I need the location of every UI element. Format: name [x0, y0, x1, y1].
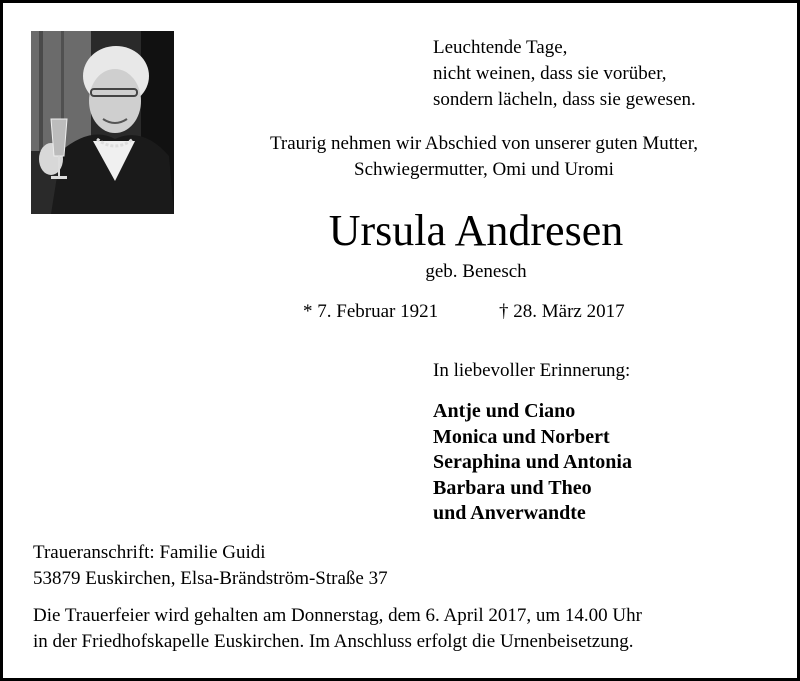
- mourner-name: Antje und Ciano: [433, 400, 576, 422]
- service-line: in der Friedhofskapelle Euskirchen. Im Anschluss erfolgt die Urnenbeisetzung.: [33, 631, 634, 652]
- mourning-address: [33, 540, 388, 592]
- birth-date: * 7. Februar 1921: [303, 301, 439, 322]
- poem-line: Leuchtende Tage,: [433, 37, 568, 58]
- deceased-name: Ursula Andresen: [328, 206, 624, 255]
- address-line: 53879 Euskirchen, Elsa-Brändström-Straße 37: [33, 568, 388, 589]
- intro-line: Traurig nehmen wir Abschied von unserer guten Mutter,: [269, 133, 699, 154]
- address-line: Traueranschrift: Familie Guidi: [33, 542, 266, 563]
- poem-line: sondern lächeln, dass sie gewesen.: [433, 89, 696, 110]
- farewell-intro: [179, 131, 789, 183]
- maiden-name: geb. Benesch: [425, 261, 527, 282]
- funeral-service-info: [33, 603, 642, 655]
- memory-heading: In liebevoller Erinnerung:: [433, 360, 631, 381]
- poem-line: nicht weinen, dass sie vorüber,: [433, 63, 667, 84]
- portrait-photo: [31, 31, 174, 214]
- mourner-name: Seraphina und Antonia: [433, 451, 632, 473]
- death-date: † 28. März 2017: [499, 301, 625, 322]
- service-line: Die Trauerfeier wird gehalten am Donnerstag, dem 6. April 2017, um 14.00 Uhr: [33, 605, 642, 626]
- intro-line: Schwiegermutter, Omi und Uromi: [354, 159, 614, 180]
- poem: [433, 35, 696, 113]
- mourner-name: Monica und Norbert: [433, 425, 610, 448]
- mourners-list: [433, 399, 632, 527]
- mourner-name: und Anverwandte: [433, 502, 586, 524]
- mourner-name: Barbara und Theo: [433, 476, 592, 499]
